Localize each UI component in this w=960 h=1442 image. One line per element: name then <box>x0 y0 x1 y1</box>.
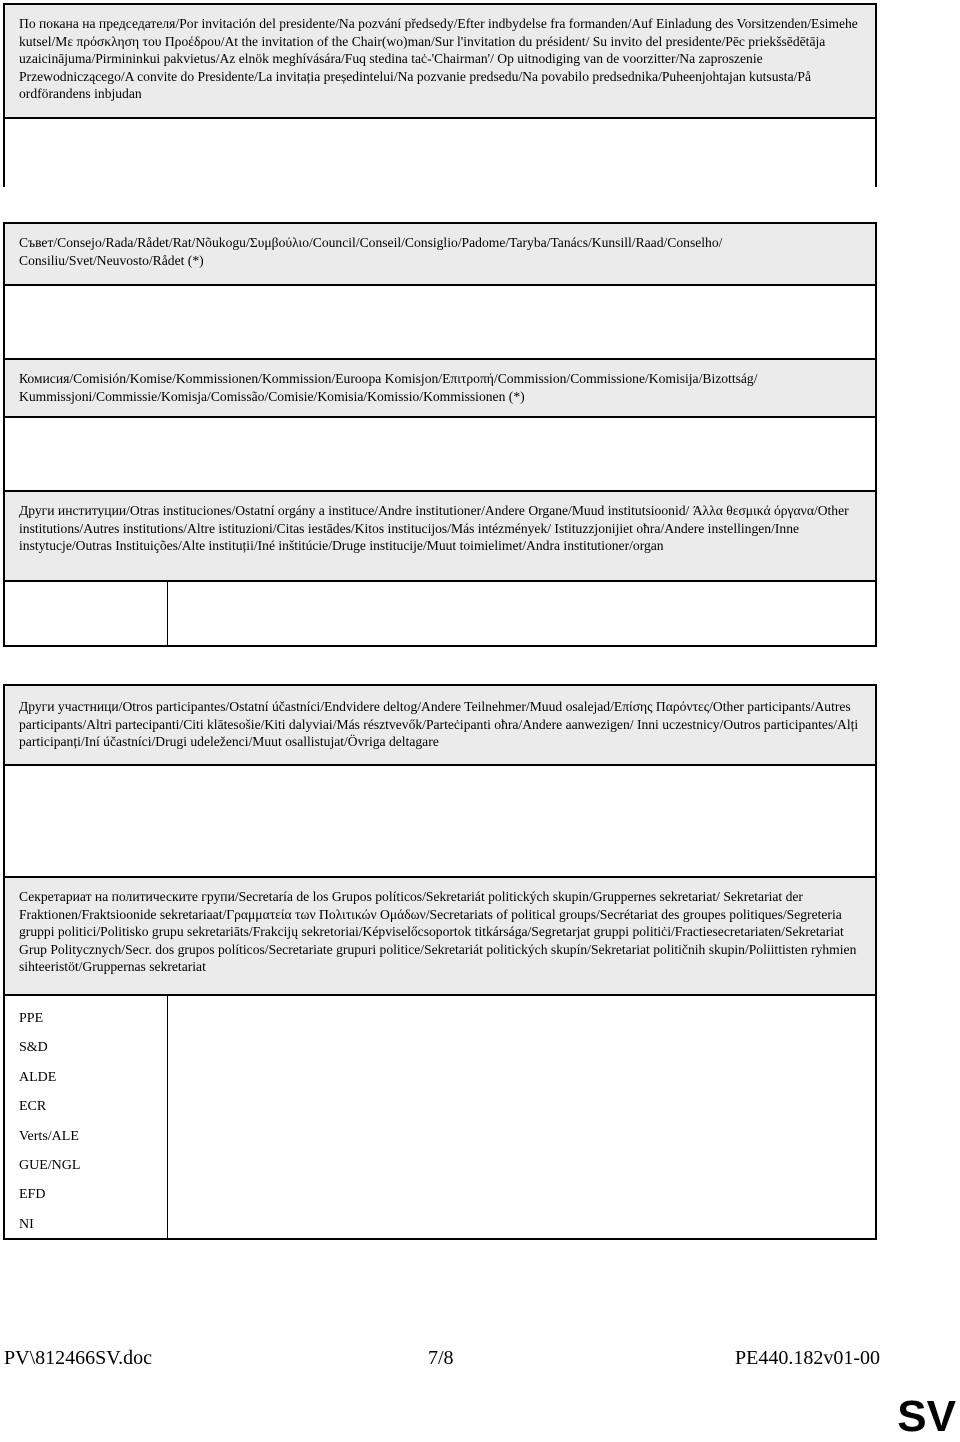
group-label-efd: EFD <box>19 1187 46 1203</box>
political-groups-entry-area[interactable] <box>168 996 875 1240</box>
commission-heading: Комисия/Comisión/Komise/Kommissionen/Kommission/Euroopa Komisjon/Επιτροπή/Commission/Commissione/Komisija/Bizottság/ Kummissjoni/Commissie/Komisja/Comissão/Comisie/Komisia/Komissio/Kommissionen (*) <box>5 358 875 416</box>
group-label-sd: S&D <box>19 1040 48 1056</box>
group-label-alde: ALDE <box>19 1069 57 1085</box>
council-entry-area[interactable] <box>5 284 875 358</box>
other-participants-entry-area[interactable] <box>5 764 875 876</box>
chair-invitation-entry-area[interactable] <box>5 117 875 187</box>
other-institutions-heading: Други институции/Otras instituciones/Ostatní orgány a instituce/Andre institutioner/Andere Organe/Muud institutsioonid/ Άλλα θεσμικά όργανα/Other institutions/Autres institutions/Altre istituzioni/Citas iestādes/Kitos institucijos/Más intézmények/ Istituzzjonijiet oħra/Andere instellingen/Inne instytucje/Outras Instituições/Alte instituții/Iné inštitúcie/Druge institucije/Muut toimielimet/Andra institutioner/organ <box>5 490 875 580</box>
language-code: SV <box>897 1392 956 1441</box>
footer-doc-ref: PV\812466SV.doc <box>4 1347 152 1369</box>
commission-entry-area[interactable] <box>5 416 875 490</box>
footer-pe-ref: PE440.182v01-00 <box>735 1347 880 1369</box>
group-label-verts-ale: Verts/ALE <box>19 1128 79 1144</box>
other-institutions-detail-cell[interactable] <box>168 582 875 645</box>
secretariats-heading: Секретариат на политическите групи/Secretaría de los Grupos políticos/Sekretariát politických skupin/Gruppernes sekretariat/ Sekretariat der Fraktionen/Fraktsioonide sekretariaat/Γραμματεία των Πολιτικών Ομάδων/Secretariats of political groups/Secrétariat des groupes politiques/Segreteria gruppi politici/Politisko grupu sekretariāts/Frakcijų sekretoriai/Képviselőcsoportok titkársága/Segretarjat gruppi politiċi/Fractiesecretariaten/Sekretariat Grup Politycznych/Secr. dos grupos políticos/Secretariate grupuri politice/Sekretariát politických skupín/Sekretariat političnih skupin/Poliittisten ryhmien sihteeristöt/Gruppernas sekretariat <box>5 876 875 994</box>
council-heading: Съвет/Consejo/Rada/Rådet/Rat/Nõukogu/Συμβούλιο/Council/Conseil/Consiglio/Padome/Taryba/Tanács/Kunsill/Raad/Conselho/ Consiliu/Svet/Neuvosto/Rådet (*) <box>5 224 875 284</box>
political-groups-list <box>5 996 168 1240</box>
footer-page-number: 7/8 <box>428 1347 454 1369</box>
group-label-ecr: ECR <box>19 1099 47 1115</box>
institutions-box <box>3 222 877 647</box>
other-participants-heading: Други участници/Otros participantes/Ostatní účastníci/Endvidere deltog/Andere Teilnehmer/Muud osalejad/Επίσης Παρόντες/Other participants/Autres participants/Altri partecipanti/Citi klātesošie/Kiti dalyviai/Más résztvevők/Parteċipanti oħra/Andere aanwezigen/ Inni uczestnicy/Outros participantes/Alți participanți/Iní účastníci/Drugi udeleženci/Muut osallistujat/Övriga deltagare <box>5 686 875 764</box>
group-label-ni: NI <box>19 1216 34 1232</box>
other-institutions-name-cell[interactable] <box>5 582 168 645</box>
group-label-ppe: PPE <box>19 1011 44 1026</box>
participants-box <box>3 684 877 1240</box>
political-groups-table <box>5 994 875 1240</box>
chair-invitation-box <box>3 3 877 187</box>
group-label-gue-ngl: GUE/NGL <box>19 1157 81 1173</box>
chair-invitation-heading: По покана на председателя/Por invitación del presidente/Na pozvání předsedy/Efter indbydelse fra formanden/Auf Einladung des Vorsitzenden/Esimehe kutsel/Με πρόσκληση του Προέδρου/At the invitation of the Chair(wo)man/Sur l'invitation du président/ Su invito del presidente/Pēc priekšsēdētāja uzaicinājuma/Pirmininkui pakvietus/Az elnök meghívására/Fuq stedina taċ-'Chairman'/ Op uitnodiging van de voorzitter/Na zaproszenie Przewodniczącego/A convite do Presidente/La invitația președintelui/Na pozvanie predsedu/Na povabilo predsednika/Puheenjohtajan kutsusta/På ordförandens inbjudan <box>5 5 875 117</box>
other-institutions-entry-area <box>5 580 875 645</box>
